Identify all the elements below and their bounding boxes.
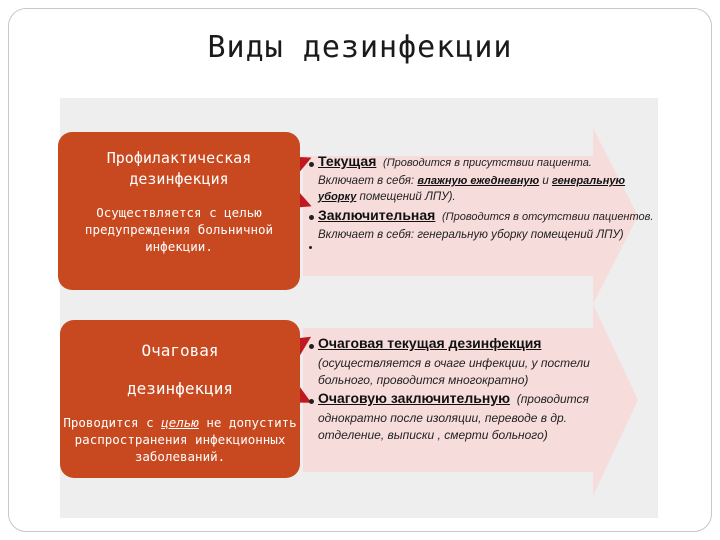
focal-final-desc-2: отделение, выписки , смерти больного) (318, 428, 548, 442)
focal-box (60, 320, 300, 478)
final-disinfection-desc: Включает в себя: генеральную уборку помещений ЛПУ) (318, 229, 624, 241)
final-disinfection-item: Заключительная (Проводится в отсутствии пациентов. (318, 207, 654, 223)
current-disinfection-desc-1: Включает в себя: влажную ежедневную и генеральную (318, 175, 626, 187)
focal-body-3: заболеваний. (134, 449, 226, 464)
prophylactic-body-1: Осуществляется с целью (96, 205, 262, 220)
slide-title: Виды дезинфекции (207, 30, 513, 65)
focal-current-desc-1: (осуществляется в очаге инфекции, у постели (318, 356, 590, 370)
bullet-dot (309, 399, 314, 404)
focal-body-1: Проводится с целью не допустить (63, 415, 297, 430)
focal-final-desc-1: однократно после изоляции, переводе в др. (318, 411, 568, 425)
bullet-dot-empty (309, 246, 312, 249)
prophylactic-body-2: предупреждения больничной (84, 222, 274, 237)
prophylactic-body-3: инфекции. (145, 239, 213, 254)
prophylactic-box (58, 132, 300, 290)
prophylactic-title-2: дезинфекция (129, 170, 229, 188)
bullet-dot (309, 344, 314, 349)
bullet-dot (309, 162, 314, 167)
focal-title-1: Очаговая (141, 341, 219, 360)
focal-current-item: Очаговая текущая дезинфекция (318, 335, 542, 351)
focal-body-2: распространения инфекционных (74, 432, 286, 447)
focal-final-item: Очаговую заключительную (проводится (318, 390, 589, 406)
prophylactic-title-1: Профилактическая (106, 149, 252, 167)
bullet-dot (309, 215, 314, 220)
focal-current-desc-2: больного, проводится многократно) (318, 373, 529, 387)
current-disinfection-item: Текущая (Проводится в присутствии пациента. (318, 153, 592, 169)
focal-title-2: дезинфекция (127, 379, 233, 398)
current-disinfection-desc-2: уборку помещений ЛПУ). (318, 191, 456, 203)
